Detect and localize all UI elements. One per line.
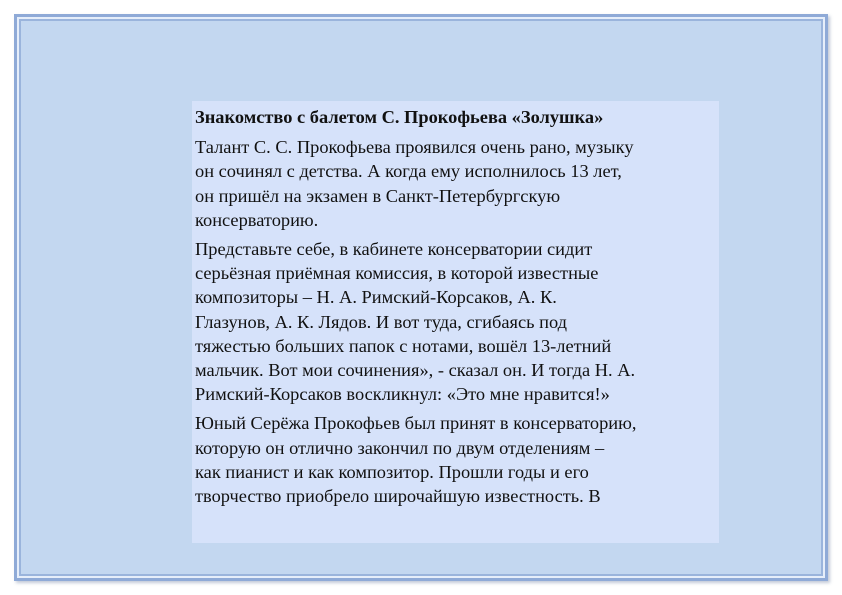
- text-line: как пианист и как композитор. Прошли годы и его: [195, 461, 589, 482]
- text-line: он сочинял с детства. А когда ему исполнилось 13 лет,: [195, 161, 622, 182]
- text-line: Представьте себе, в кабинете консерватории сидит: [195, 239, 593, 260]
- text-line: Римский-Корсаков воскликнул: «Это мне нравится!»: [195, 384, 610, 405]
- text-line: он пришёл на экзамен в Санкт-Петербургскую: [195, 185, 561, 206]
- text-line: творчество приобрело широчайшую известность. В: [195, 486, 601, 507]
- slide-title: Знакомство с балетом С. Прокофьева «Золушка»: [195, 107, 604, 127]
- text-line: Юный Серёжа Прокофьев был принят в консерваторию,: [195, 413, 637, 434]
- text-line: серьёзная приёмная комиссия, в которой известные: [195, 263, 599, 284]
- paragraph-3: [195, 411, 719, 508]
- text-panel: [192, 101, 719, 543]
- slide-frame: [14, 14, 828, 581]
- paragraph-2: [195, 237, 719, 406]
- text-line: Глазунов, А. К. Лядов. И вот туда, сгибаясь под: [195, 311, 567, 332]
- text-line: Талант С. С. Прокофьева проявился очень рано, музыку: [195, 137, 634, 158]
- text-line: мальчик. Вот мои сочинения», - сказал он. И тогда Н. А.: [195, 360, 636, 381]
- text-line: композиторы – Н. А. Римский-Корсаков, А. К.: [195, 287, 557, 308]
- text-line: которую он отлично закончил по двум отделениям –: [195, 437, 605, 458]
- text-line: консерваторию.: [195, 209, 319, 230]
- paragraph-1: [195, 135, 719, 232]
- text-line: тяжестью больших папок с нотами, вошёл 13-летний: [195, 335, 612, 356]
